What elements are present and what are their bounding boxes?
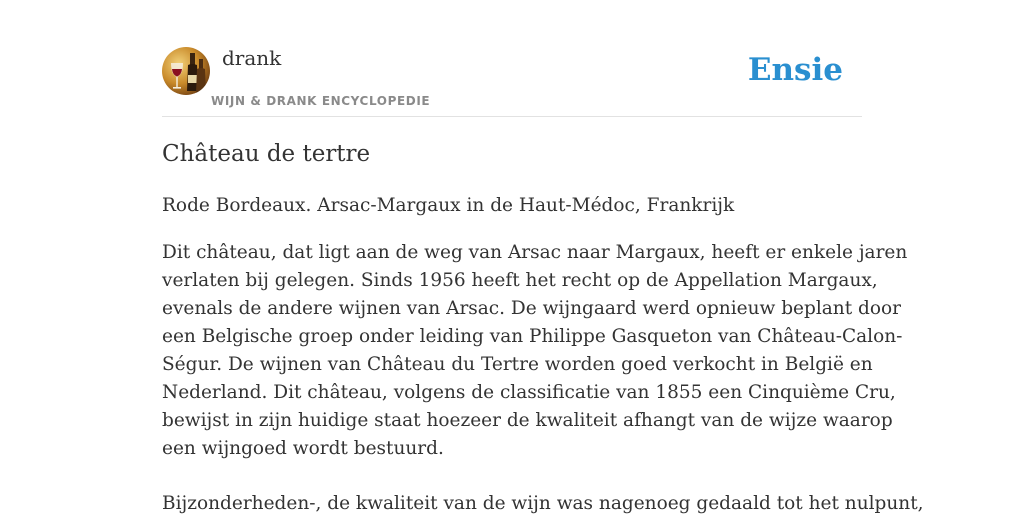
page-title: Château de tertre (162, 141, 371, 167)
paragraph-line: Nederland. Dit château, volgens de classificatie van 1855 een Cinquième Cru, (162, 382, 896, 403)
article-paragraph (162, 239, 908, 463)
paragraph-line: een Belgische groep onder leiding van Philippe Gasqueton van Château-Calon- (162, 326, 903, 347)
paragraph-line: Ségur. De wijnen van Château du Tertre worden goed verkocht in België en (162, 354, 873, 375)
paragraph-line: verlaten bij gelegen. Sinds 1956 heeft het recht op de Appellation Margaux, (162, 270, 878, 291)
paragraph-line: een wijngoed wordt bestuurd. (162, 438, 444, 459)
brand-logo[interactable]: Ensie (747, 52, 843, 88)
paragraph-line: evenals de andere wijnen van Arsac. De wijngaard werd opnieuw beplant door (162, 298, 901, 319)
header (162, 0, 862, 117)
encyclopedia-subtitle[interactable]: WIJN & DRANK ENCYCLOPEDIE (211, 94, 431, 108)
article-summary: Rode Bordeaux. Arsac-Margaux in de Haut-Médoc, Frankrijk (162, 195, 735, 216)
page-container (162, 0, 924, 514)
wine-bottle-glass-icon[interactable] (162, 47, 210, 95)
category-link[interactable]: drank (222, 46, 282, 70)
paragraph-line: Dit château, dat ligt aan de weg van Arsac naar Margaux, heeft er enkele jaren (162, 242, 908, 263)
paragraph-line: bewijst in zijn huidige staat hoezeer de kwaliteit afhangt van de wijze waarop (162, 410, 893, 431)
article-paragraph-2: Bijzonderheden-, de kwaliteit van de wijn was nagenoeg gedaald tot het nulpunt, (162, 493, 924, 514)
